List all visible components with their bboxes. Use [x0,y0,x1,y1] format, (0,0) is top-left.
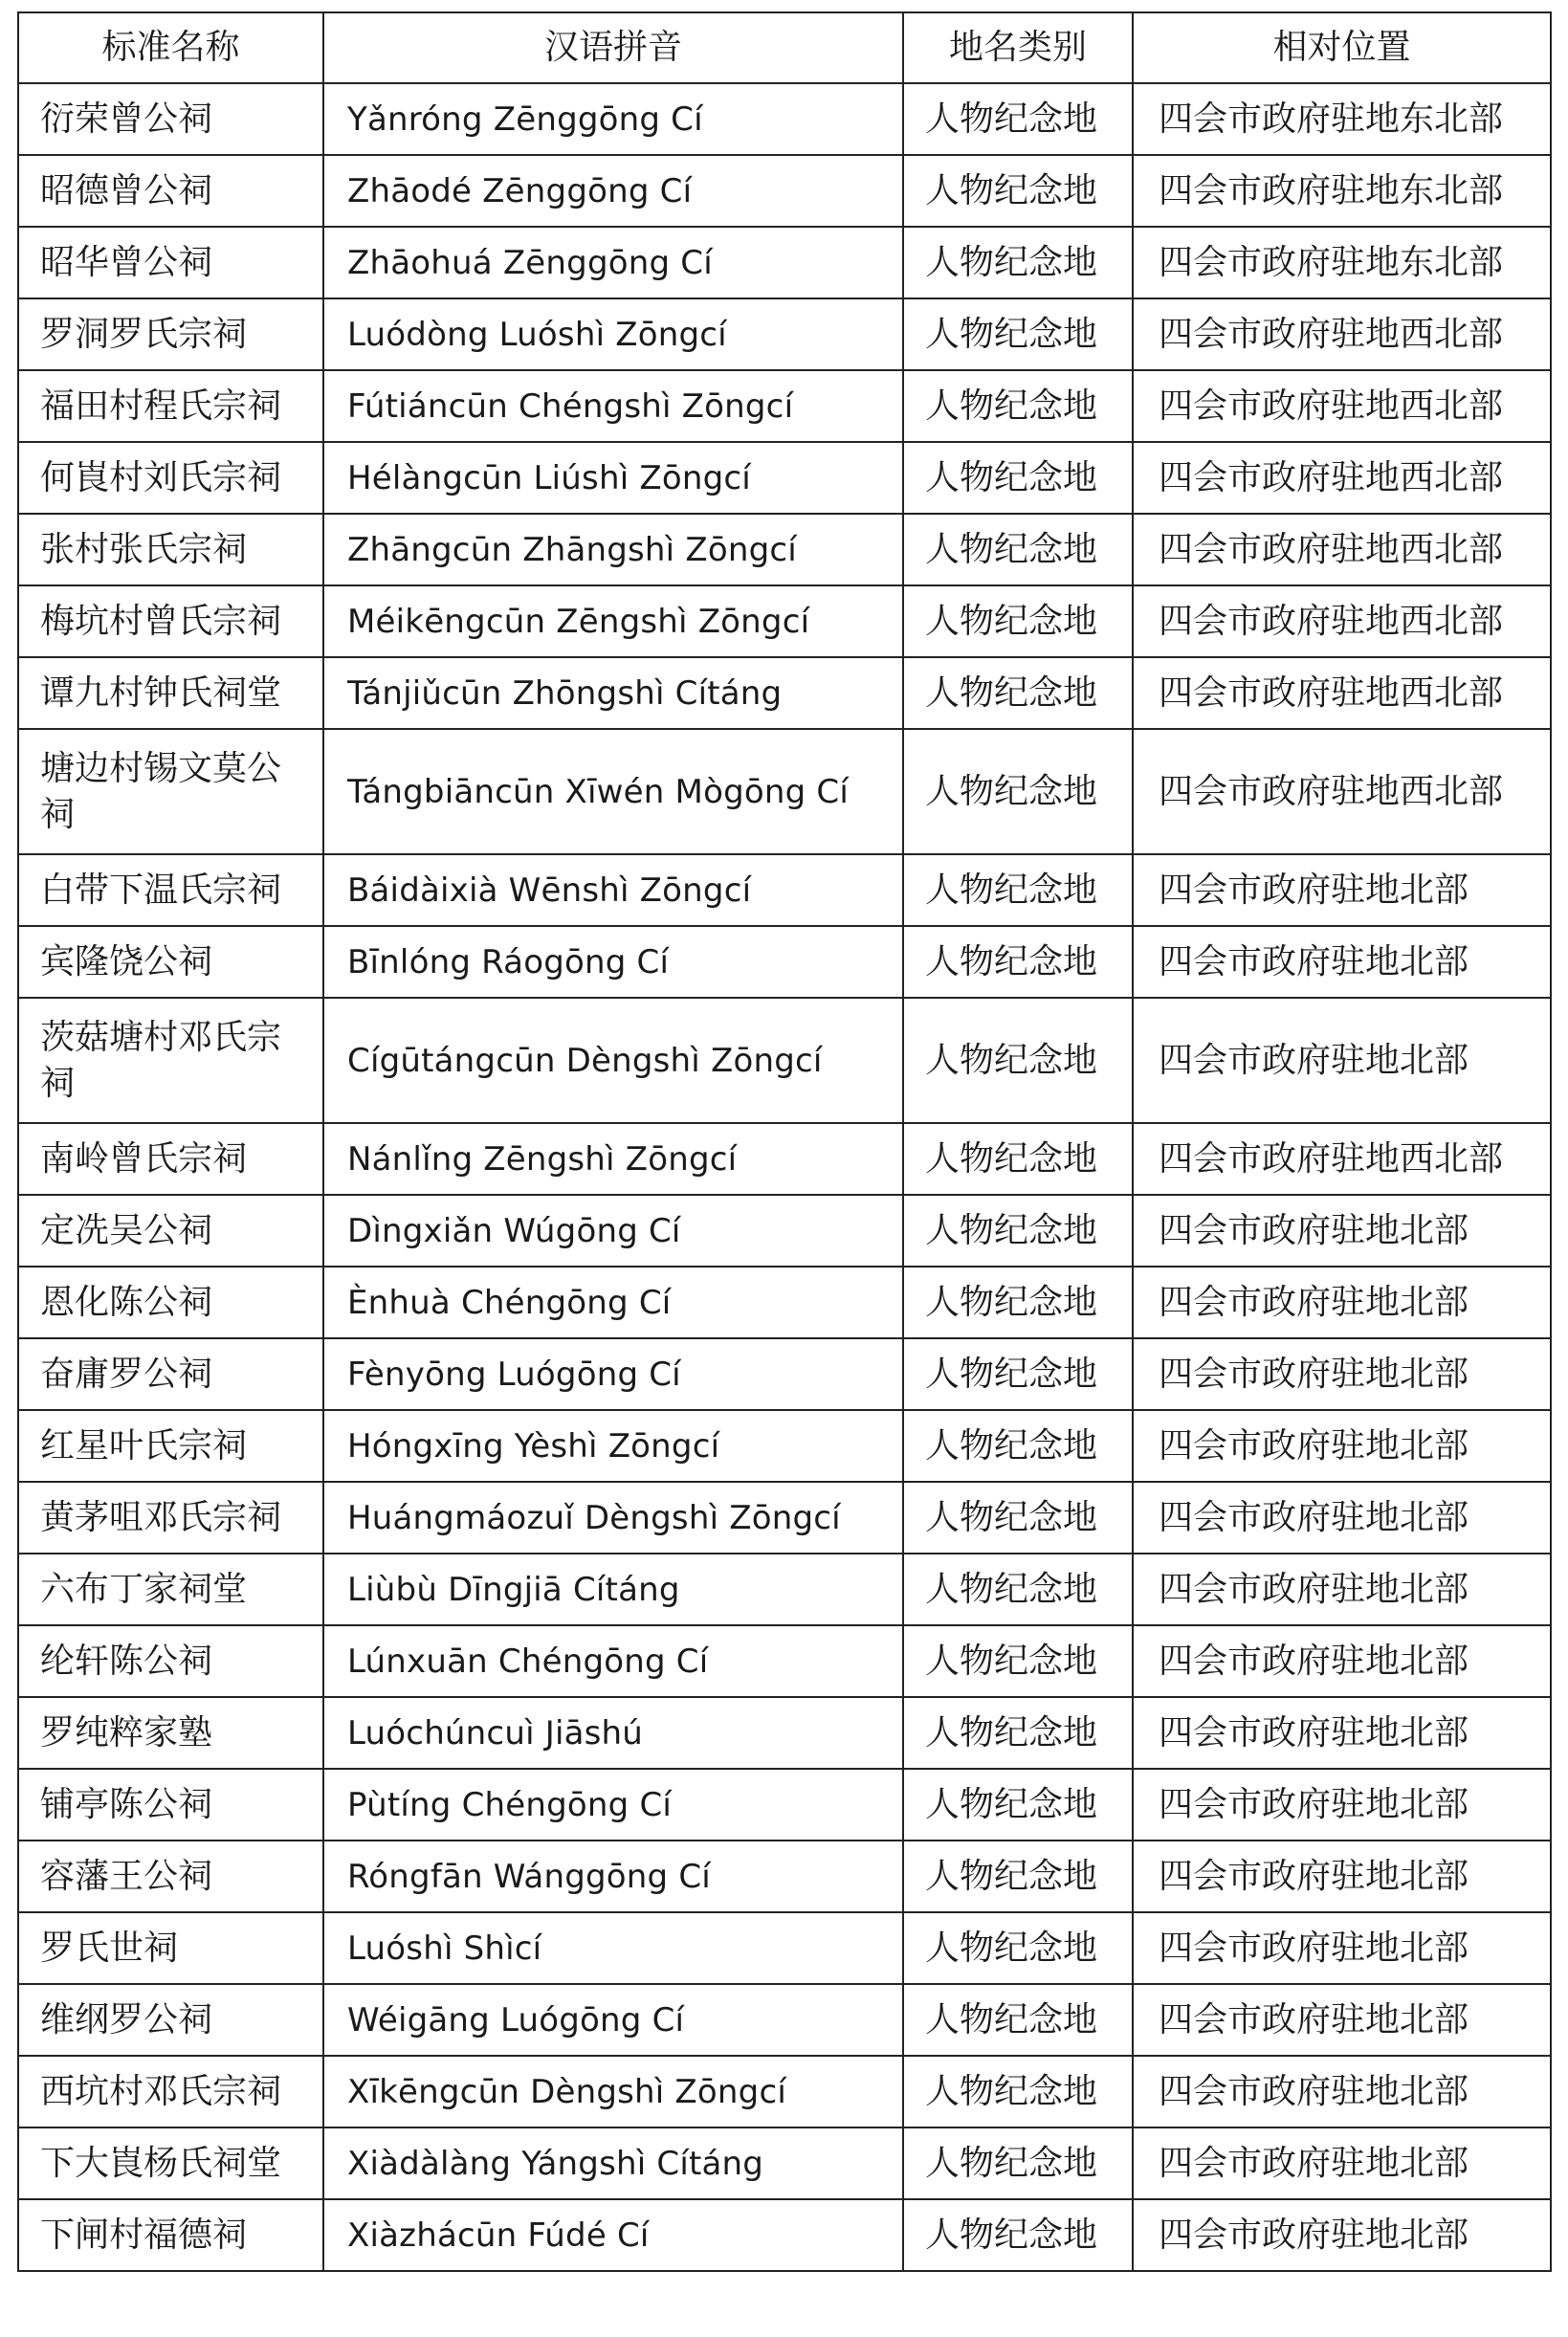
table-row [18,2199,1551,2271]
name-cell: 红星叶氏宗祠 [18,1410,323,1482]
location-cell: 四会市政府驻地北部 [1133,854,1551,926]
location-cell: 四会市政府驻地北部 [1133,2056,1551,2128]
location-cell: 四会市政府驻地北部 [1133,1195,1551,1267]
name-cell: 昭德曾公祠 [18,155,323,227]
table-row [18,1769,1551,1841]
document-page [17,11,1550,2272]
name-cell: 梅坑村曾氏宗祠 [18,585,323,657]
name-cell: 下大崀杨氏祠堂 [18,2128,323,2199]
pinyin-cell: Wéigāng Luógōng Cí [323,1984,903,2056]
name-cell: 何崀村刘氏宗祠 [18,442,323,514]
location-cell: 四会市政府驻地西北部 [1133,1123,1551,1195]
table-row [18,1482,1551,1554]
place-type-cell: 人物纪念地 [903,298,1133,370]
place-type-cell: 人物纪念地 [903,1123,1133,1195]
location-cell: 四会市政府驻地北部 [1133,1769,1551,1841]
place-type-cell: 人物纪念地 [903,1912,1133,1984]
location-cell: 四会市政府驻地北部 [1133,2128,1551,2199]
table-row [18,227,1551,298]
name-cell: 铺亭陈公祠 [18,1769,323,1841]
place-type-cell: 人物纪念地 [903,155,1133,227]
location-cell: 四会市政府驻地北部 [1133,1267,1551,1338]
name-cell: 宾隆饶公祠 [18,926,323,998]
name-cell: 容藩王公祠 [18,1841,323,1912]
name-cell: 下闸村福德祠 [18,2199,323,2271]
pinyin-cell: Báidàixià Wēnshì Zōngcí [323,854,903,926]
table-row [18,2128,1551,2199]
table-header [18,12,1551,83]
location-cell: 四会市政府驻地北部 [1133,998,1551,1123]
place-type-cell: 人物纪念地 [903,657,1133,729]
place-type-cell: 人物纪念地 [903,729,1133,854]
name-cell: 塘边村锡文莫公祠 [18,729,323,854]
name-cell: 奋庸罗公祠 [18,1338,323,1410]
pinyin-cell: Hélàngcūn Liúshì Zōngcí [323,442,903,514]
pinyin-cell: Luóshì Shìcí [323,1912,903,1984]
place-type-cell: 人物纪念地 [903,1697,1133,1769]
place-type-cell: 人物纪念地 [903,2199,1133,2271]
name-cell: 罗纯粹家塾 [18,1697,323,1769]
name-cell: 白带下温氏宗祠 [18,854,323,926]
table-row [18,1912,1551,1984]
pinyin-cell: Róngfān Wánggōng Cí [323,1841,903,1912]
table-row [18,657,1551,729]
location-cell: 四会市政府驻地西北部 [1133,298,1551,370]
place-type-cell: 人物纪念地 [903,1195,1133,1267]
pinyin-cell: Fútiáncūn Chéngshì Zōngcí [323,370,903,442]
location-cell: 四会市政府驻地西北部 [1133,657,1551,729]
pinyin-cell: Zhāngcūn Zhāngshì Zōngcí [323,514,903,585]
place-type-cell: 人物纪念地 [903,926,1133,998]
table-row [18,1338,1551,1410]
place-type-cell: 人物纪念地 [903,1482,1133,1554]
pinyin-cell: Méikēngcūn Zēngshì Zōngcí [323,585,903,657]
table-row [18,2056,1551,2128]
name-cell: 衍荣曾公祠 [18,83,323,155]
pinyin-cell: Zhāohuá Zēnggōng Cí [323,227,903,298]
location-cell: 四会市政府驻地北部 [1133,1984,1551,2056]
place-type-cell: 人物纪念地 [903,1769,1133,1841]
pinyin-cell: Tángbiāncūn Xīwén Mògōng Cí [323,729,903,854]
name-cell: 维纲罗公祠 [18,1984,323,2056]
header-row [18,12,1551,83]
pinyin-cell: Huángmáozuǐ Dèngshì Zōngcí [323,1482,903,1554]
location-cell: 四会市政府驻地北部 [1133,1482,1551,1554]
name-cell: 张村张氏宗祠 [18,514,323,585]
place-type-cell: 人物纪念地 [903,1554,1133,1625]
table-row [18,83,1551,155]
name-cell: 六布丁家祠堂 [18,1554,323,1625]
location-cell: 四会市政府驻地北部 [1133,1625,1551,1697]
pinyin-cell: Ènhuà Chéngōng Cí [323,1267,903,1338]
table-row [18,729,1551,854]
location-cell: 四会市政府驻地东北部 [1133,155,1551,227]
table-row [18,854,1551,926]
name-cell: 谭九村钟氏祠堂 [18,657,323,729]
location-cell: 四会市政府驻地西北部 [1133,585,1551,657]
location-cell: 四会市政府驻地东北部 [1133,227,1551,298]
table-row [18,1984,1551,2056]
pinyin-cell: Nánlǐng Zēngshì Zōngcí [323,1123,903,1195]
name-cell: 黄茅咀邓氏宗祠 [18,1482,323,1554]
table-row [18,1841,1551,1912]
table-row [18,1554,1551,1625]
header-standard-name: 标准名称 [18,12,323,83]
place-type-cell: 人物纪念地 [903,83,1133,155]
pinyin-cell: Xiàzhácūn Fúdé Cí [323,2199,903,2271]
name-cell: 福田村程氏宗祠 [18,370,323,442]
location-cell: 四会市政府驻地北部 [1133,1912,1551,1984]
location-cell: 四会市政府驻地北部 [1133,2199,1551,2271]
location-cell: 四会市政府驻地北部 [1133,1697,1551,1769]
table-row [18,1267,1551,1338]
place-type-cell: 人物纪念地 [903,1338,1133,1410]
header-pinyin: 汉语拼音 [323,12,903,83]
pinyin-cell: Dìngxiǎn Wúgōng Cí [323,1195,903,1267]
header-relative-location: 相对位置 [1133,12,1551,83]
pinyin-cell: Zhāodé Zēnggōng Cí [323,155,903,227]
table-row [18,514,1551,585]
name-cell: 南岭曾氏宗祠 [18,1123,323,1195]
name-cell: 罗洞罗氏宗祠 [18,298,323,370]
header-place-type: 地名类别 [903,12,1133,83]
place-type-cell: 人物纪念地 [903,854,1133,926]
location-cell: 四会市政府驻地西北部 [1133,729,1551,854]
table-row [18,298,1551,370]
pinyin-cell: Luódòng Luóshì Zōngcí [323,298,903,370]
location-cell: 四会市政府驻地北部 [1133,1410,1551,1482]
pinyin-cell: Liùbù Dīngjiā Cítáng [323,1554,903,1625]
table-row [18,1625,1551,1697]
pinyin-cell: Tánjiǔcūn Zhōngshì Cítáng [323,657,903,729]
place-type-cell: 人物纪念地 [903,370,1133,442]
place-type-cell: 人物纪念地 [903,998,1133,1123]
place-type-cell: 人物纪念地 [903,1625,1133,1697]
table-row [18,585,1551,657]
pinyin-cell: Fènyōng Luógōng Cí [323,1338,903,1410]
table-row [18,926,1551,998]
table-body [18,83,1551,2271]
pinyin-cell: Hóngxīng Yèshì Zōngcí [323,1410,903,1482]
place-type-cell: 人物纪念地 [903,1267,1133,1338]
table-row [18,998,1551,1123]
table-row [18,1123,1551,1195]
name-cell: 纶轩陈公祠 [18,1625,323,1697]
pinyin-cell: Xīkēngcūn Dèngshì Zōngcí [323,2056,903,2128]
location-cell: 四会市政府驻地西北部 [1133,442,1551,514]
location-cell: 四会市政府驻地北部 [1133,1554,1551,1625]
place-type-cell: 人物纪念地 [903,585,1133,657]
place-name-table [17,11,1552,2272]
location-cell: 四会市政府驻地东北部 [1133,83,1551,155]
location-cell: 四会市政府驻地西北部 [1133,514,1551,585]
name-cell: 罗氏世祠 [18,1912,323,1984]
place-type-cell: 人物纪念地 [903,227,1133,298]
pinyin-cell: Lúnxuān Chéngōng Cí [323,1625,903,1697]
name-cell: 定冼吴公祠 [18,1195,323,1267]
place-type-cell: 人物纪念地 [903,2056,1133,2128]
name-cell: 茨菇塘村邓氏宗祠 [18,998,323,1123]
name-cell: 西坑村邓氏宗祠 [18,2056,323,2128]
place-type-cell: 人物纪念地 [903,1410,1133,1482]
location-cell: 四会市政府驻地北部 [1133,926,1551,998]
place-type-cell: 人物纪念地 [903,442,1133,514]
pinyin-cell: Bīnlóng Ráogōng Cí [323,926,903,998]
table-row [18,1697,1551,1769]
name-cell: 恩化陈公祠 [18,1267,323,1338]
table-row [18,370,1551,442]
place-type-cell: 人物纪念地 [903,514,1133,585]
pinyin-cell: Pùtíng Chéngōng Cí [323,1769,903,1841]
table-row [18,442,1551,514]
pinyin-cell: Yǎnróng Zēnggōng Cí [323,83,903,155]
name-cell: 昭华曾公祠 [18,227,323,298]
location-cell: 四会市政府驻地北部 [1133,1841,1551,1912]
place-type-cell: 人物纪念地 [903,1984,1133,2056]
pinyin-cell: Luóchúncuì Jiāshú [323,1697,903,1769]
pinyin-cell: Xiàdàlàng Yángshì Cítáng [323,2128,903,2199]
table-row [18,1195,1551,1267]
place-type-cell: 人物纪念地 [903,1841,1133,1912]
pinyin-cell: Cígūtángcūn Dèngshì Zōngcí [323,998,903,1123]
place-type-cell: 人物纪念地 [903,2128,1133,2199]
location-cell: 四会市政府驻地北部 [1133,1338,1551,1410]
table-row [18,1410,1551,1482]
table-row [18,155,1551,227]
location-cell: 四会市政府驻地西北部 [1133,370,1551,442]
